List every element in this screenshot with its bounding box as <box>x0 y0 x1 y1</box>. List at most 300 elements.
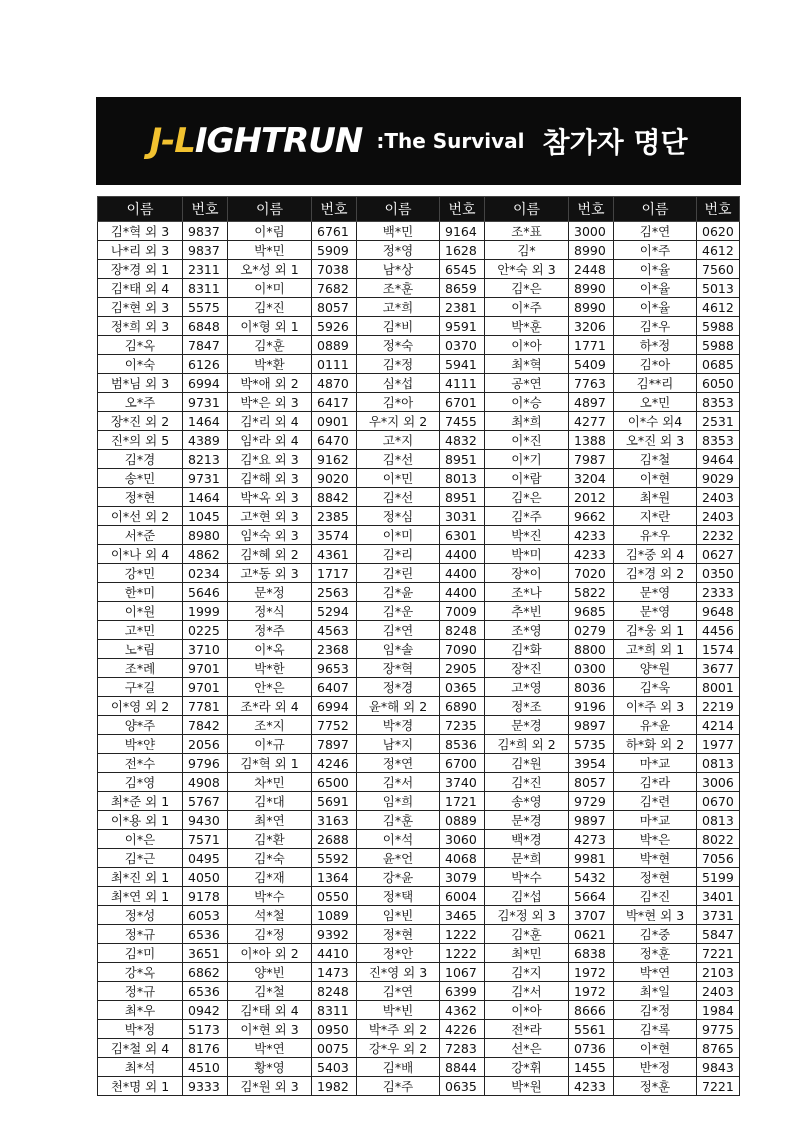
participant-number: 2381 <box>440 298 485 317</box>
participant-name: 김*주 <box>357 1077 440 1096</box>
participant-number: 9392 <box>312 925 357 944</box>
participant-name: 정*안 <box>357 944 440 963</box>
column-header-name: 이름 <box>98 197 183 222</box>
participant-number: 9897 <box>569 716 614 735</box>
participant-number: 0889 <box>440 811 485 830</box>
participant-name: 김*리 <box>357 545 440 564</box>
participant-number: 5592 <box>312 849 357 868</box>
participant-name: 진*영 외 3 <box>357 963 440 982</box>
participant-name: 최*일 <box>614 982 697 1001</box>
participant-number: 9843 <box>697 1058 740 1077</box>
participant-name: 강*옥 <box>98 963 183 982</box>
participant-number: 7038 <box>312 260 357 279</box>
participant-name: 박*미 <box>485 545 569 564</box>
participant-number: 4214 <box>697 716 740 735</box>
participant-number: 0495 <box>183 849 228 868</box>
participant-name: 김*우 <box>614 317 697 336</box>
table-row <box>98 298 740 317</box>
participant-name: 김*희 외 2 <box>485 735 569 754</box>
participant-name: 김*주 <box>485 507 569 526</box>
column-header-name: 이름 <box>357 197 440 222</box>
participant-name: 양*원 <box>614 659 697 678</box>
table-row <box>98 830 740 849</box>
participant-number: 4908 <box>183 773 228 792</box>
participant-name: 박*주 외 2 <box>357 1020 440 1039</box>
participant-number: 9701 <box>183 659 228 678</box>
participant-name: 고*희 외 1 <box>614 640 697 659</box>
participant-name: 정*훈 <box>614 944 697 963</box>
participant-number: 9591 <box>440 317 485 336</box>
participant-name: 장*진 <box>485 659 569 678</box>
participant-name: 하*정 <box>614 336 697 355</box>
participant-number: 1067 <box>440 963 485 982</box>
table-row <box>98 963 740 982</box>
participant-name: 김*혁 외 3 <box>98 222 183 241</box>
participant-name: 안*숙 외 3 <box>485 260 569 279</box>
participant-number: 0627 <box>697 545 740 564</box>
participant-name: 박*현 <box>614 849 697 868</box>
participant-number: 3079 <box>440 868 485 887</box>
participant-number: 6301 <box>440 526 485 545</box>
participant-name: 이*림 <box>228 222 312 241</box>
participant-name: 김*요 외 3 <box>228 450 312 469</box>
participant-number: 9731 <box>183 469 228 488</box>
participant-name: 김*태 외 4 <box>228 1001 312 1020</box>
participant-number: 9897 <box>569 811 614 830</box>
participant-name: 정*규 <box>98 982 183 1001</box>
participant-name: 양*빈 <box>228 963 312 982</box>
participant-number: 5013 <box>697 279 740 298</box>
participant-name: 최*연 외 1 <box>98 887 183 906</box>
participant-number: 0365 <box>440 678 485 697</box>
participant-number: 2232 <box>697 526 740 545</box>
table-body <box>98 222 740 1096</box>
table-row <box>98 659 740 678</box>
participant-number: 4246 <box>312 754 357 773</box>
participant-name: 황*영 <box>228 1058 312 1077</box>
participant-name: 임*숙 외 3 <box>228 526 312 545</box>
column-header-name: 이름 <box>485 197 569 222</box>
participant-name: 심*섭 <box>357 374 440 393</box>
participant-number: 7752 <box>312 716 357 735</box>
participant-number: 2448 <box>569 260 614 279</box>
participant-name: 김*정 <box>357 355 440 374</box>
participant-number: 6126 <box>183 355 228 374</box>
participant-name: 이*주 <box>614 241 697 260</box>
participant-name: 조*영 <box>485 621 569 640</box>
participant-name: 박*빈 <box>357 1001 440 1020</box>
column-header-number: 번호 <box>569 197 614 222</box>
participant-name: 정*택 <box>357 887 440 906</box>
participant-name: 이*기 <box>485 450 569 469</box>
participant-name: 김*서 <box>357 773 440 792</box>
participant-name: 범*님 외 3 <box>98 374 183 393</box>
participant-name: 양*주 <box>98 716 183 735</box>
participant-number: 3031 <box>440 507 485 526</box>
participant-name: 정*희 외 3 <box>98 317 183 336</box>
participant-number: 4050 <box>183 868 228 887</box>
participant-name: 김*린 <box>357 564 440 583</box>
participant-name: 김*철 <box>614 450 697 469</box>
participant-number: 4832 <box>440 431 485 450</box>
participant-number: 9164 <box>440 222 485 241</box>
participant-number: 3707 <box>569 906 614 925</box>
participant-name: 백*경 <box>485 830 569 849</box>
participant-name: 남*상 <box>357 260 440 279</box>
participant-number: 3006 <box>697 773 740 792</box>
participant-name: 장*진 외 2 <box>98 412 183 431</box>
participant-number: 6994 <box>312 697 357 716</box>
participant-name: 김*중 <box>614 925 697 944</box>
table-row <box>98 393 740 412</box>
table-row <box>98 222 740 241</box>
participant-number: 3204 <box>569 469 614 488</box>
participant-name: 박*연 <box>228 1039 312 1058</box>
participant-name: 이*현 <box>614 469 697 488</box>
participant-name: 박*은 <box>614 830 697 849</box>
participant-number: 4389 <box>183 431 228 450</box>
participant-number: 5199 <box>697 868 740 887</box>
participant-name: 강*휘 <box>485 1058 569 1077</box>
participant-number: 0279 <box>569 621 614 640</box>
participant-number: 7090 <box>440 640 485 659</box>
table-row <box>98 773 740 792</box>
participant-number: 9731 <box>183 393 228 412</box>
table-row <box>98 1001 740 1020</box>
participant-number: 0670 <box>697 792 740 811</box>
participant-number: 9333 <box>183 1077 228 1096</box>
participant-number: 1984 <box>697 1001 740 1020</box>
participant-name: 김*연 <box>614 222 697 241</box>
participant-number: 6862 <box>183 963 228 982</box>
participant-number: 8842 <box>312 488 357 507</box>
participant-name: 오*성 외 1 <box>228 260 312 279</box>
participant-name: 이*나 외 4 <box>98 545 183 564</box>
participant-name: 고*민 <box>98 621 183 640</box>
participant-name: 김*아 <box>614 355 697 374</box>
table-row <box>98 279 740 298</box>
participant-name: 박*정 <box>98 1020 183 1039</box>
participant-number: 5403 <box>312 1058 357 1077</box>
participant-name: 강*우 외 2 <box>357 1039 440 1058</box>
participant-number: 8536 <box>440 735 485 754</box>
participant-number: 0111 <box>312 355 357 374</box>
participant-number: 7842 <box>183 716 228 735</box>
participant-name: 김*지 <box>485 963 569 982</box>
participant-number: 7560 <box>697 260 740 279</box>
table-row <box>98 450 740 469</box>
participant-number: 5691 <box>312 792 357 811</box>
participant-name: 고*현 외 3 <box>228 507 312 526</box>
participant-number: 6761 <box>312 222 357 241</box>
participant-name: 박*연 <box>614 963 697 982</box>
participant-number: 0813 <box>697 811 740 830</box>
participant-name: 김*현 외 3 <box>98 298 183 317</box>
participant-number: 2385 <box>312 507 357 526</box>
participant-name: 김*환 <box>228 830 312 849</box>
participant-name: 이*옥 <box>228 640 312 659</box>
participant-number: 0075 <box>312 1039 357 1058</box>
participant-name: 김*훈 <box>357 811 440 830</box>
participant-number: 9837 <box>183 241 228 260</box>
participant-name: 조*지 <box>228 716 312 735</box>
participant-name: 김*웅 외 1 <box>614 621 697 640</box>
participant-number: 1045 <box>183 507 228 526</box>
participant-name: 최*준 외 1 <box>98 792 183 811</box>
participant-name: 고*희 <box>357 298 440 317</box>
participant-number: 6700 <box>440 754 485 773</box>
column-header-name: 이름 <box>614 197 697 222</box>
participant-name: 김*록 <box>614 1020 697 1039</box>
participant-name: 김*라 <box>614 773 697 792</box>
table-row <box>98 849 740 868</box>
participant-name: 최*희 <box>485 412 569 431</box>
table-row <box>98 868 740 887</box>
participant-number: 5735 <box>569 735 614 754</box>
participant-name: 마*교 <box>614 811 697 830</box>
participant-number: 0225 <box>183 621 228 640</box>
j-lightrun-logo <box>149 121 362 161</box>
participant-number: 9662 <box>569 507 614 526</box>
participant-name: 고*영 <box>485 678 569 697</box>
table-row <box>98 374 740 393</box>
participant-number: 4897 <box>569 393 614 412</box>
participant-name: 박*현 외 3 <box>614 906 697 925</box>
participant-name: 이*아 <box>485 1001 569 1020</box>
participant-name: 문*희 <box>485 849 569 868</box>
participant-number: 0942 <box>183 1001 228 1020</box>
participant-number: 8311 <box>312 1001 357 1020</box>
participant-number: 1464 <box>183 412 228 431</box>
participant-number: 3000 <box>569 222 614 241</box>
participant-name: 이*선 외 2 <box>98 507 183 526</box>
participant-name: 김*정 <box>614 1001 697 1020</box>
table-row <box>98 317 740 336</box>
participant-name: 장*경 외 1 <box>98 260 183 279</box>
participant-name: 김*아 <box>357 393 440 412</box>
table-row <box>98 754 740 773</box>
table-row <box>98 260 740 279</box>
participant-number: 7056 <box>697 849 740 868</box>
participant-table <box>97 196 740 1096</box>
participant-number: 7682 <box>312 279 357 298</box>
participant-name: 임*빈 <box>357 906 440 925</box>
participant-name: 장*이 <box>485 564 569 583</box>
participant-number: 4111 <box>440 374 485 393</box>
participant-name: 이*용 외 1 <box>98 811 183 830</box>
participant-number: 3651 <box>183 944 228 963</box>
participant-number: 9464 <box>697 450 740 469</box>
participant-number: 8022 <box>697 830 740 849</box>
participant-number: 4410 <box>312 944 357 963</box>
participant-name: 지*란 <box>614 507 697 526</box>
participant-name: 정*식 <box>228 602 312 621</box>
participant-number: 6053 <box>183 906 228 925</box>
participant-number: 1222 <box>440 944 485 963</box>
table-row <box>98 906 740 925</box>
participant-number: 6536 <box>183 982 228 1001</box>
participant-name: 박*수 <box>228 887 312 906</box>
participant-number: 1455 <box>569 1058 614 1077</box>
participant-number: 1721 <box>440 792 485 811</box>
participant-number: 8013 <box>440 469 485 488</box>
participant-number: 1717 <box>312 564 357 583</box>
participant-name: 안*은 <box>228 678 312 697</box>
participant-number: 1089 <box>312 906 357 925</box>
participant-name: 김*비 <box>357 317 440 336</box>
participant-name: 이*주 외 3 <box>614 697 697 716</box>
title-banner <box>96 97 741 185</box>
participant-name: 조*라 외 4 <box>228 697 312 716</box>
participant-name: 최*석 <box>98 1058 183 1077</box>
table-row <box>98 716 740 735</box>
participant-name: 김*연 <box>357 621 440 640</box>
participant-number: 5664 <box>569 887 614 906</box>
participant-name: 조*표 <box>485 222 569 241</box>
participant-number: 2219 <box>697 697 740 716</box>
participant-name: 최*민 <box>485 944 569 963</box>
participant-name: 김*배 <box>357 1058 440 1077</box>
participant-number: 5173 <box>183 1020 228 1039</box>
logo-text: IGHTRUN <box>194 121 363 161</box>
participant-number: 3206 <box>569 317 614 336</box>
participant-number: 4233 <box>569 526 614 545</box>
participant-name: 최*우 <box>98 1001 183 1020</box>
participant-name: 정*현 <box>357 925 440 944</box>
table-row <box>98 1058 740 1077</box>
participant-name: 이*규 <box>228 735 312 754</box>
participant-name: 하*화 외 2 <box>614 735 697 754</box>
participant-number: 3677 <box>697 659 740 678</box>
participant-name: 김*훈 <box>485 925 569 944</box>
participant-name: 이*율 <box>614 298 697 317</box>
participant-number: 4226 <box>440 1020 485 1039</box>
subtitle: :The Survival <box>376 129 525 153</box>
participant-name: 석*철 <box>228 906 312 925</box>
participant-number: 8353 <box>697 393 740 412</box>
table-row <box>98 678 740 697</box>
participant-number: 8980 <box>183 526 228 545</box>
participant-number: 1972 <box>569 963 614 982</box>
logo-accent: J-L <box>149 121 195 161</box>
participant-name: 이*율 <box>614 279 697 298</box>
column-header-name: 이름 <box>228 197 312 222</box>
participant-number: 1222 <box>440 925 485 944</box>
participant-name: 마*교 <box>614 754 697 773</box>
participant-name: 장*혁 <box>357 659 440 678</box>
participant-number: 6838 <box>569 944 614 963</box>
table-row <box>98 811 740 830</box>
participant-number: 5575 <box>183 298 228 317</box>
table-row <box>98 982 740 1001</box>
participant-name: 오*주 <box>98 393 183 412</box>
participant-number: 1999 <box>183 602 228 621</box>
participant-name: 김*해 외 3 <box>228 469 312 488</box>
participant-name: 이*미 <box>357 526 440 545</box>
participant-number: 7020 <box>569 564 614 583</box>
participant-number: 5941 <box>440 355 485 374</box>
participant-name: 정*연 <box>357 754 440 773</box>
table-row <box>98 507 740 526</box>
participant-number: 4068 <box>440 849 485 868</box>
participant-number: 1574 <box>697 640 740 659</box>
participant-name: 유*윤 <box>614 716 697 735</box>
participant-number: 3710 <box>183 640 228 659</box>
table-row <box>98 545 740 564</box>
participant-number: 5646 <box>183 583 228 602</box>
participant-number: 5767 <box>183 792 228 811</box>
participant-number: 4400 <box>440 583 485 602</box>
participant-number: 2531 <box>697 412 740 431</box>
participant-name: 정*주 <box>228 621 312 640</box>
participant-name: 정*영 <box>357 241 440 260</box>
participant-number: 3060 <box>440 830 485 849</box>
participant-name: 김*서 <box>485 982 569 1001</box>
participant-name: 조*례 <box>98 659 183 678</box>
participant-number: 1982 <box>312 1077 357 1096</box>
participant-name: 김*련 <box>614 792 697 811</box>
participant-name: 정*현 <box>614 868 697 887</box>
participant-number: 9648 <box>697 602 740 621</box>
participant-number: 7221 <box>697 944 740 963</box>
participant-name: 이*주 <box>485 298 569 317</box>
participant-number: 8057 <box>312 298 357 317</box>
participant-name: 문*영 <box>614 583 697 602</box>
participant-number: 6890 <box>440 697 485 716</box>
participant-name: 이*원 <box>98 602 183 621</box>
participant-name: 천*명 외 1 <box>98 1077 183 1096</box>
participant-name: 이*진 <box>485 431 569 450</box>
participant-number: 2311 <box>183 260 228 279</box>
participant-number: 8990 <box>569 298 614 317</box>
participant-name: 정*규 <box>98 925 183 944</box>
participant-name: 이*숙 <box>98 355 183 374</box>
table-row <box>98 336 740 355</box>
participant-number: 2563 <box>312 583 357 602</box>
participant-name: 정*현 <box>98 488 183 507</box>
participant-name: 이*형 외 1 <box>228 317 312 336</box>
participant-name: 김*윤 <box>357 583 440 602</box>
participant-name: 최*연 <box>228 811 312 830</box>
participant-name: 전*라 <box>485 1020 569 1039</box>
participant-number: 6536 <box>183 925 228 944</box>
participant-name: 진*의 외 5 <box>98 431 183 450</box>
participant-name: 오*민 <box>614 393 697 412</box>
participant-number: 9653 <box>312 659 357 678</box>
participant-number: 4870 <box>312 374 357 393</box>
participant-name: 강*민 <box>98 564 183 583</box>
participant-number: 3731 <box>697 906 740 925</box>
participant-number: 0736 <box>569 1039 614 1058</box>
participant-number: 9837 <box>183 222 228 241</box>
participant-name: 한*미 <box>98 583 183 602</box>
participant-number: 3401 <box>697 887 740 906</box>
participant-name: 추*빈 <box>485 602 569 621</box>
participant-name: 윤*해 외 2 <box>357 697 440 716</box>
participant-name: 임*솔 <box>357 640 440 659</box>
participant-number: 8248 <box>440 621 485 640</box>
participant-name: 백*민 <box>357 222 440 241</box>
participant-name: 서*준 <box>98 526 183 545</box>
participant-name: 김*선 <box>357 450 440 469</box>
participant-name: 남*지 <box>357 735 440 754</box>
participant-number: 4361 <box>312 545 357 564</box>
participant-name: 전*수 <box>98 754 183 773</box>
participant-name: 이*영 외 2 <box>98 697 183 716</box>
column-header-number: 번호 <box>183 197 228 222</box>
participant-name: 반*정 <box>614 1058 697 1077</box>
participant-number: 0550 <box>312 887 357 906</box>
